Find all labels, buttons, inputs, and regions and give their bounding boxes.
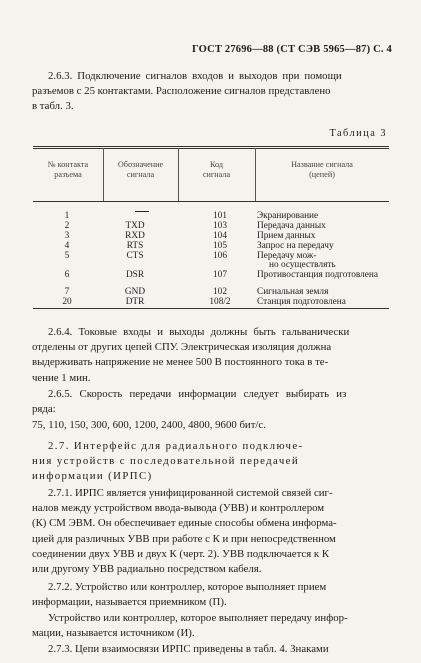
cell-signal: RTS — [126, 241, 144, 251]
table-top-rule-2 — [33, 148, 389, 149]
cell-name: Передачу мож- — [257, 251, 317, 261]
cell-pin: 3 — [64, 231, 70, 241]
cell-code: 106 — [213, 251, 227, 261]
cell-signal: RXD — [125, 231, 145, 241]
text-line: чение 1 мин. — [32, 371, 91, 384]
cell-pin: 20 — [62, 297, 72, 307]
cell-signal: DTR — [125, 297, 145, 307]
text-line: информации, называется приемником (П). — [32, 596, 227, 609]
page-header: ГОСТ 27696—88 (СТ СЭВ 5965—87) С. 4 — [191, 44, 392, 55]
table-row — [33, 221, 389, 231]
text-line: ния устройств с последовательной передачей — [32, 455, 300, 468]
header-text: Название сигнала — [291, 160, 353, 169]
table-row — [33, 297, 389, 307]
cell-signal: GND — [124, 287, 146, 297]
cell-code: 104 — [213, 231, 227, 241]
cell-name: Экранирование — [257, 211, 319, 221]
text-line: разъемов с 25 контактами. Расположение сигналов представлено — [32, 85, 331, 98]
cell-signal: DSR — [125, 270, 145, 280]
cell-name: но осуществлять — [269, 260, 336, 270]
text-line: соединении двух УВВ и двух К (черт. 2). УВВ подключается к К — [32, 547, 330, 560]
cell-pin: 4 — [64, 241, 70, 251]
cell-name: Противостанция подготовлена — [257, 270, 379, 280]
cell-signal-dash — [135, 211, 149, 212]
text-line: 2.6.4. Токовые входы и выходы должны быть гальванически — [48, 326, 350, 338]
table-header-code — [178, 160, 255, 180]
cell-code: 108/2 — [209, 297, 231, 307]
header-text: разъема — [54, 170, 82, 179]
table-row — [33, 270, 389, 280]
table-header-name — [255, 160, 389, 180]
paragraph-2-7-3 — [32, 642, 388, 657]
paragraph-2-7-2-continued — [32, 611, 388, 641]
cell-name: Сигнальная земля — [257, 287, 329, 297]
text-line: в табл. 3. — [32, 100, 74, 113]
cell-code: 107 — [213, 270, 227, 280]
table-row — [33, 241, 389, 251]
table-row — [33, 231, 389, 241]
header-text: сигнала — [126, 170, 155, 179]
text-line: 75, 110, 150, 300, 600, 1200, 2400, 4800, 9600 бит/с. — [32, 419, 266, 431]
text-line: мации, называется источником (И). — [32, 627, 195, 640]
cell-pin: 1 — [64, 211, 70, 221]
cell-code: 102 — [213, 287, 227, 297]
table-caption: Таблица 3 — [329, 128, 387, 139]
text-line: налов между устройством ввода-вывода (УВВ) и контроллером — [32, 502, 325, 515]
table-header-pin — [33, 160, 103, 180]
cell-name: Запрос на передачу — [257, 241, 334, 251]
text-line: выдерживать напряжение не менее 500 В постоянного тока в те- — [32, 356, 329, 369]
table-row — [33, 211, 389, 221]
paragraph-2-7-1 — [32, 486, 388, 577]
paragraph-2-6-4 — [32, 325, 388, 386]
cell-pin: 7 — [64, 287, 70, 297]
cell-code: 105 — [213, 241, 227, 251]
text-line: (К) СМ ЭВМ. Он обеспечивает единые способы обмена информа- — [32, 517, 337, 530]
text-line: цией для различных УВВ при работе с К и при непосредственном — [32, 532, 336, 545]
cell-name: Прием данных — [257, 231, 316, 241]
speeds-line — [32, 418, 388, 433]
text-line: 2.6.3. Подключение сигналов входов и выходов при помощи — [48, 70, 342, 82]
cell-code: 103 — [213, 221, 227, 231]
text-line: информации (ИРПС) — [32, 470, 153, 483]
header-text: Код — [209, 160, 224, 169]
text-line: 2.7.2. Устройство или контроллер, которое выполняет прием — [48, 581, 327, 593]
text-line: или другому УВВ радиально посредством кабеля. — [32, 563, 262, 576]
cell-pin: 6 — [64, 270, 70, 280]
cell-name: Передача данных — [257, 221, 326, 231]
table-top-rule — [33, 146, 389, 147]
cell-name: Станция подготовлена — [257, 297, 346, 307]
paragraph-2-6-3 — [32, 69, 388, 115]
text-line: 2.6.5. Скорость передачи информации следует выбирать из — [48, 388, 347, 400]
table-header-rule — [33, 201, 389, 202]
text-line: 2.7.1. ИРПС является унифицированной системой связей сиг- — [48, 487, 333, 499]
header-text: (цепей) — [309, 170, 335, 179]
header-text: № контакта — [47, 160, 89, 169]
text-line: отделены от других цепей СПУ. Электрическая изоляция должна — [32, 341, 332, 354]
paragraph-2-7-2 — [32, 580, 388, 610]
text-line: Устройство или контроллер, которое выполняет передачу инфор- — [48, 612, 348, 624]
cell-pin: 2 — [64, 221, 70, 231]
cell-signal: CTS — [126, 251, 144, 261]
paragraph-2-7-heading — [32, 439, 388, 485]
cell-pin: 5 — [64, 251, 70, 261]
text-line: ряда: — [32, 403, 56, 416]
cell-code: 101 — [213, 211, 227, 221]
paragraph-2-6-5 — [32, 387, 388, 417]
text-line: 2.7.3. Цепи взаимосвязи ИРПС приведены в табл. 4. Знаками — [48, 643, 329, 655]
header-text: Обозначение — [117, 160, 164, 169]
table-bottom-rule — [33, 308, 389, 309]
table-row — [33, 287, 389, 297]
header-text: сигнала — [202, 170, 231, 179]
table-header-signal — [103, 160, 178, 180]
text-line: 2.7. Интерфейс для радиального подключе- — [48, 440, 304, 452]
table-row — [33, 260, 389, 270]
cell-signal: TXD — [125, 221, 145, 231]
